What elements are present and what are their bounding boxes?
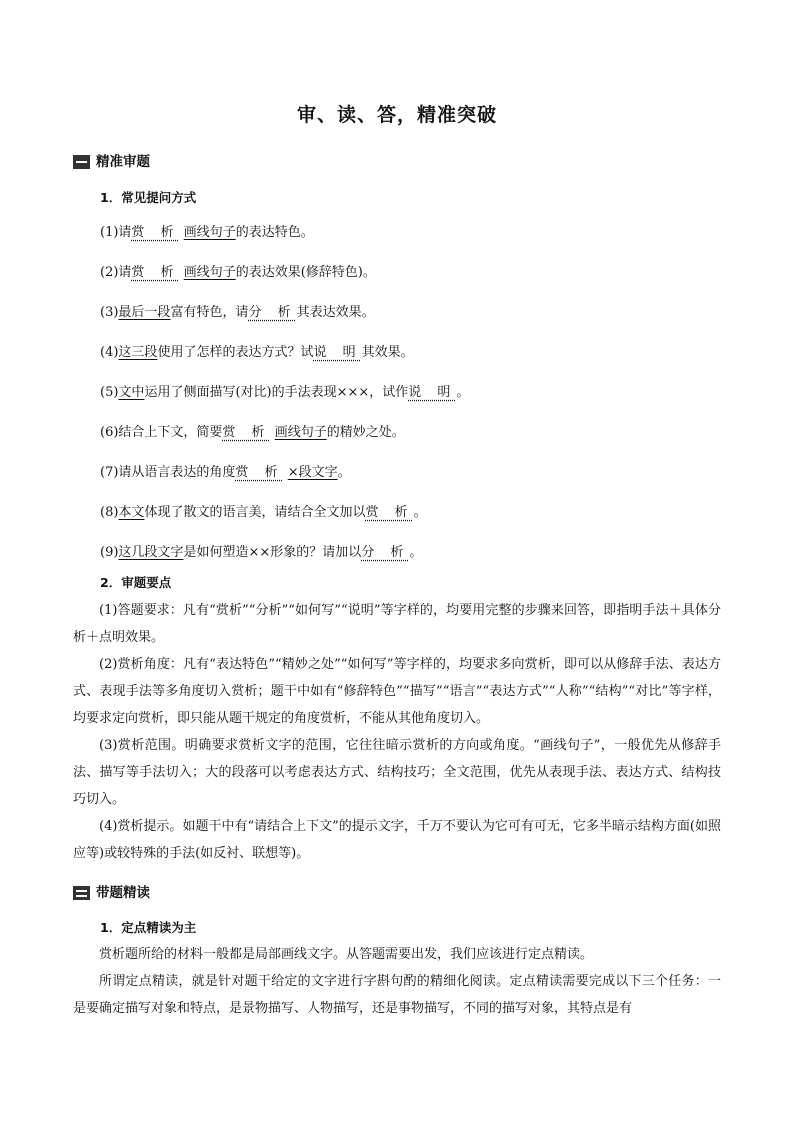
section-label: 带题精读 [96,885,150,901]
subheading-focused-reading: 1．定点精读为主 [100,920,197,935]
question-item: (2)请赏 析 画线句子的表达效果(修辞特色)。 [100,265,376,280]
paragraph: 所谓定点精读，就是针对题干给定的文字进行字斟句酌的精细化阅读。定点精读需要完成以下三个任务：一是要确定描写对象和特点，是景物描写、人物描写，还是事物描写，不同的描写对象，其特点是有 [73,974,721,1016]
section-label: 精准审题 [96,154,150,170]
question-item: (9)这几段文字是如何塑造××形象的？请加以分 析。 [100,545,423,560]
paragraph: (2)赏析角度：凡有“表达特色”“精妙之处”“如何写”等字样的，均要求多向赏析，即可以从修辞手法、表达方式、表现手法等多角度切入赏析；题干中如有“修辞特色”“描写”“语言”“表达方式”“人称”“结构”“对比”等字样，均要求定向赏析，即只能从题干规定的角度赏析，不能从其他角度切入。 [73,657,721,726]
paragraph: (1)答题要求：凡有“赏析”“分析”“如何写”“说明”等字样的，均要用完整的步骤来回答，即指明手法＋具体分析＋点明效果。 [73,603,721,645]
question-item: (5)文中运用了侧面描写(对比)的手法表现×××，试作说 明。 [100,385,470,400]
subheading-key-points: 2．审题要点 [100,575,172,590]
paragraph: (4)赏析提示。如题干中有“请结合上下文”的提示文字，千万不要认为它可有可无，它多半暗示结构方面(如照应等)或较特殊的手法(如反衬、联想等)。 [73,819,721,861]
subheading-question-types: 1．常见提问方式 [100,190,197,205]
section-header-precise-review [73,153,150,171]
question-item: (8)本文体现了散文的语言美，请结合全文加以赏 析。 [100,505,427,520]
question-item: (7)请从语言表达的角度赏 析 ×段文字。 [100,465,351,480]
paragraph: (3)赏析范围。明确要求赏析文字的范围，它往往暗示赏析的方向或角度。“画线句子”，一般优先从修辞手法、描写等手法切入；大的段落可以考虑表达方式、结构技巧；全文范围，优先从表现手法、表达方式、结构技巧切入。 [73,738,721,807]
question-item: (1)请赏 析 画线句子的表达特色。 [100,225,314,240]
page-title: 审、读、答，精准突破 [296,104,497,126]
question-item: (6)结合上下文，简要赏 析 画线句子的精妙之处。 [100,425,405,440]
section-one-icon [73,155,90,169]
section-header-guided-reading [73,884,150,902]
question-item: (3)最后一段富有特色，请分 析其表达效果。 [100,305,375,320]
section-two-icon [73,886,90,900]
paragraph: 赏析题所给的材料一般都是局部画线文字。从答题需要出发，我们应该进行定点精读。 [99,947,594,962]
question-item: (4)这三段使用了怎样的表达方式？试说 明其效果。 [100,345,414,360]
